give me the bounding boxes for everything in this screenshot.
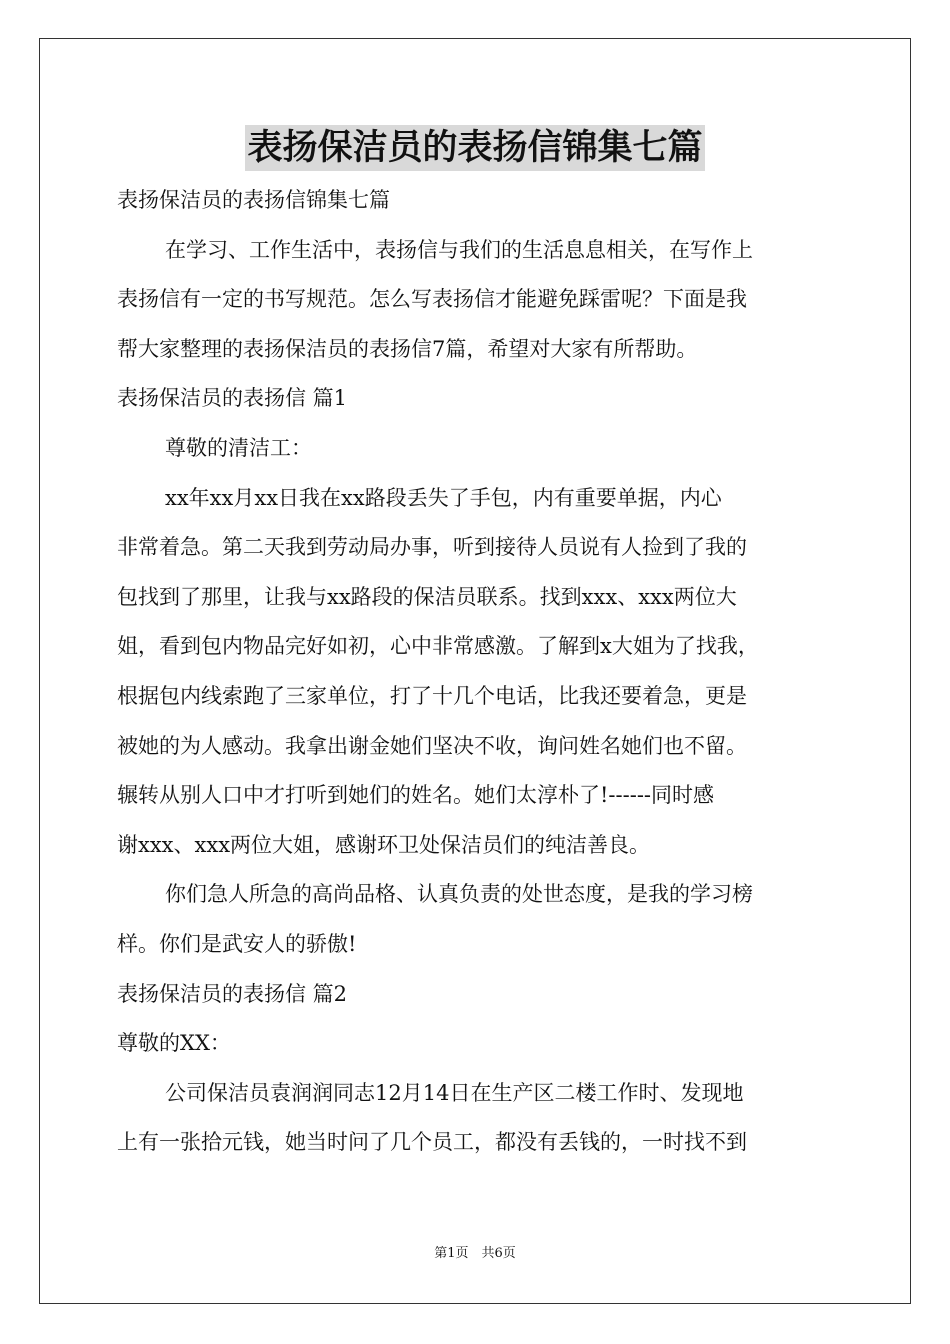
- salutation: 尊敬的XX：: [117, 1031, 231, 1056]
- body-line: 在学习、工作生活中，表扬信与我们的生活息息相关，在写作上: [165, 237, 753, 262]
- section-heading: 表扬保洁员的表扬信 篇2: [117, 981, 348, 1006]
- page-number-footer: 第1页 共6页: [434, 1246, 516, 1261]
- body-line: 谢xxx、xxx两位大姐，感谢环卫处保洁员们的纯洁善良。: [117, 832, 651, 857]
- body-line: 公司保洁员袁润润同志12月14日在生产区二楼工作时、发现地: [165, 1080, 744, 1105]
- section-heading: 表扬保洁员的表扬信 篇1: [117, 386, 348, 411]
- body-line: 被她的为人感动。我拿出谢金她们坚决不收，询问姓名她们也不留。: [117, 733, 747, 758]
- title-container: [0, 125, 950, 171]
- body-line: 你们急人所急的高尚品格、认真负责的处世态度，是我的学习榜: [165, 882, 753, 907]
- body-line: 表扬信有一定的书写规范。怎么写表扬信才能避免踩雷呢？下面是我: [117, 287, 747, 312]
- body-line: 表扬保洁员的表扬信锦集七篇: [117, 188, 390, 212]
- body-line: xx年xx月xx日我在xx路段丢失了手包，内有重要单据，内心: [165, 485, 722, 510]
- document-body: [117, 176, 835, 1168]
- document-title: 表扬保洁员的表扬信锦集七篇: [245, 125, 704, 171]
- body-line: 帮大家整理的表扬保洁员的表扬信7篇，希望对大家有所帮助。: [117, 336, 698, 361]
- salutation: 尊敬的清洁工：: [165, 435, 312, 460]
- body-line: 辗转从别人口中才打听到她们的姓名。她们太淳朴了!------同时感: [117, 783, 715, 808]
- body-line: 样。你们是武安人的骄傲!: [117, 931, 357, 956]
- body-line: 包找到了那里，让我与xx路段的保洁员联系。找到xxx、xxx两位大: [117, 584, 737, 609]
- body-line: 非常着急。第二天我到劳动局办事，听到接待人员说有人捡到了我的: [117, 535, 747, 560]
- body-line: 上有一张拾元钱，她当时问了几个员工，都没有丢钱的，一时找不到: [117, 1130, 747, 1155]
- body-line: 根据包内线索跑了三家单位，打了十几个电话，比我还要着急，更是: [117, 683, 747, 708]
- body-line: 姐，看到包内物品完好如初，心中非常感激。了解到x大姐为了找我，: [117, 634, 759, 659]
